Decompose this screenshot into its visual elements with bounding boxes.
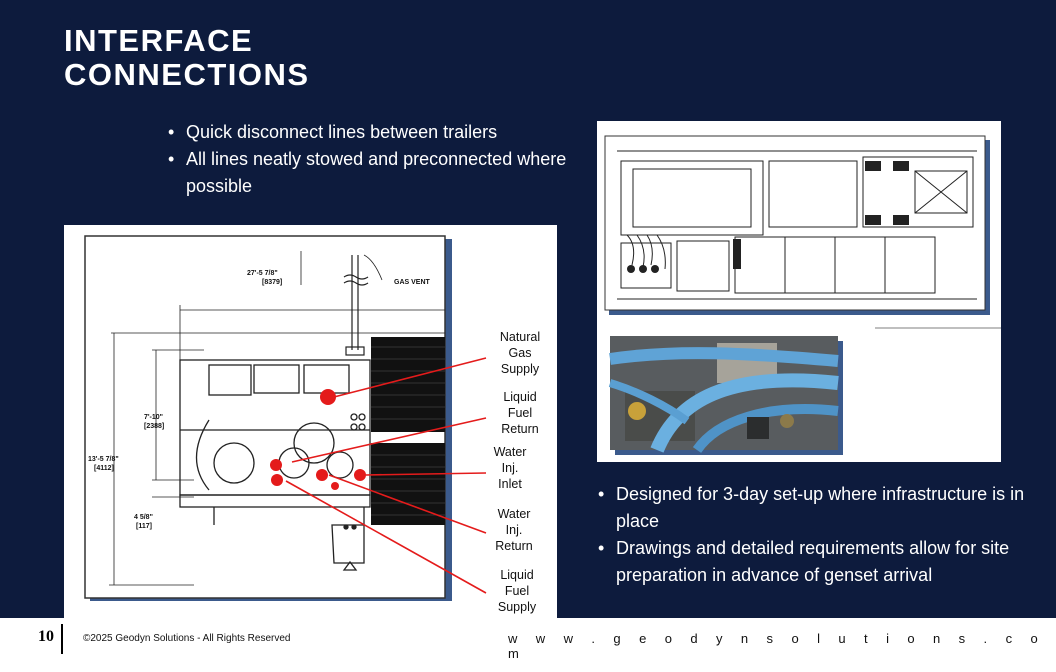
connection-hoses-photo bbox=[610, 336, 843, 455]
svg-text:Supply: Supply bbox=[500, 362, 540, 376]
dim-top: 27'-5 7/8" bbox=[247, 270, 278, 277]
svg-text:Water: Water bbox=[493, 445, 527, 459]
svg-text:Supply: Supply bbox=[497, 600, 537, 614]
bullet-item: • Drawings and detailed requirements allow for site preparation in advance of genset arrival bbox=[596, 535, 1026, 589]
right-bullet-list bbox=[596, 481, 1026, 589]
dim-top-mm: [8379] bbox=[262, 279, 283, 286]
marker-water-inj-inlet bbox=[354, 469, 366, 481]
label-natural-gas-supply bbox=[500, 330, 540, 376]
footer-divider bbox=[61, 624, 63, 654]
marker-liquid-fuel-return bbox=[270, 459, 282, 471]
svg-text:Liquid: Liquid bbox=[500, 568, 534, 582]
dim-gas-vent: GAS VENT bbox=[394, 279, 430, 286]
bullet-item: • Quick disconnect lines between trailers bbox=[166, 119, 576, 146]
title-line-1: INTERFACE bbox=[64, 23, 254, 58]
svg-text:Liquid: Liquid bbox=[503, 390, 537, 404]
slide-title bbox=[64, 24, 310, 92]
dim-small: 4 5/8" bbox=[134, 514, 153, 521]
label-liquid-fuel-return bbox=[501, 390, 539, 436]
dim-overall: 13'-5 7/8" bbox=[88, 456, 119, 463]
svg-text:Natural: Natural bbox=[499, 330, 541, 344]
trailer-layout-panel bbox=[597, 121, 1001, 462]
svg-text:Inlet: Inlet bbox=[498, 477, 522, 491]
top-bullet-list bbox=[166, 119, 576, 200]
marker-water-inj-return bbox=[316, 469, 328, 481]
svg-text:Fuel: Fuel bbox=[507, 406, 533, 420]
footer bbox=[0, 618, 1056, 672]
trailer-layout-svg bbox=[597, 121, 1001, 462]
title-line-2: CONNECTIONS bbox=[64, 57, 310, 92]
dim-overall-mm: [4112] bbox=[94, 465, 114, 472]
svg-text:Water: Water bbox=[497, 507, 531, 521]
schematic-svg bbox=[64, 225, 557, 618]
marker-secondary bbox=[331, 482, 339, 490]
dim-small-mm: [117] bbox=[136, 523, 152, 530]
svg-text:Gas: Gas bbox=[508, 346, 532, 360]
marker-liquid-fuel-supply bbox=[271, 474, 283, 486]
copyright-text: ©2025 Geodyn Solutions - All Rights Reserved bbox=[83, 633, 291, 644]
dim-mid: 7'-10" bbox=[144, 414, 163, 421]
radiator-grille-bottom bbox=[371, 443, 445, 525]
bullet-item: • All lines neatly stowed and preconnected where possible bbox=[166, 146, 576, 200]
svg-text:Fuel: Fuel bbox=[504, 584, 530, 598]
dim-mid-mm: [2388] bbox=[144, 423, 165, 430]
bullet-item: • Designed for 3-day set-up where infrastructure is in place bbox=[596, 481, 1026, 535]
label-water-inj-return bbox=[495, 507, 533, 553]
interface-connections-drawing bbox=[64, 225, 557, 618]
svg-text:Return: Return bbox=[495, 539, 533, 553]
website-link[interactable]: w w w . g e o d y n s o l u t i o n s . c o m bbox=[508, 631, 1046, 661]
label-water-inj-inlet bbox=[494, 445, 527, 491]
marker-natural-gas bbox=[320, 389, 336, 405]
plan-frame bbox=[605, 136, 985, 310]
label-liquid-fuel-supply bbox=[498, 568, 537, 614]
svg-text:Inj.: Inj. bbox=[501, 461, 519, 475]
svg-text:Inj.: Inj. bbox=[505, 523, 523, 537]
page-number: 10 bbox=[38, 628, 54, 645]
svg-text:Return: Return bbox=[501, 422, 539, 436]
